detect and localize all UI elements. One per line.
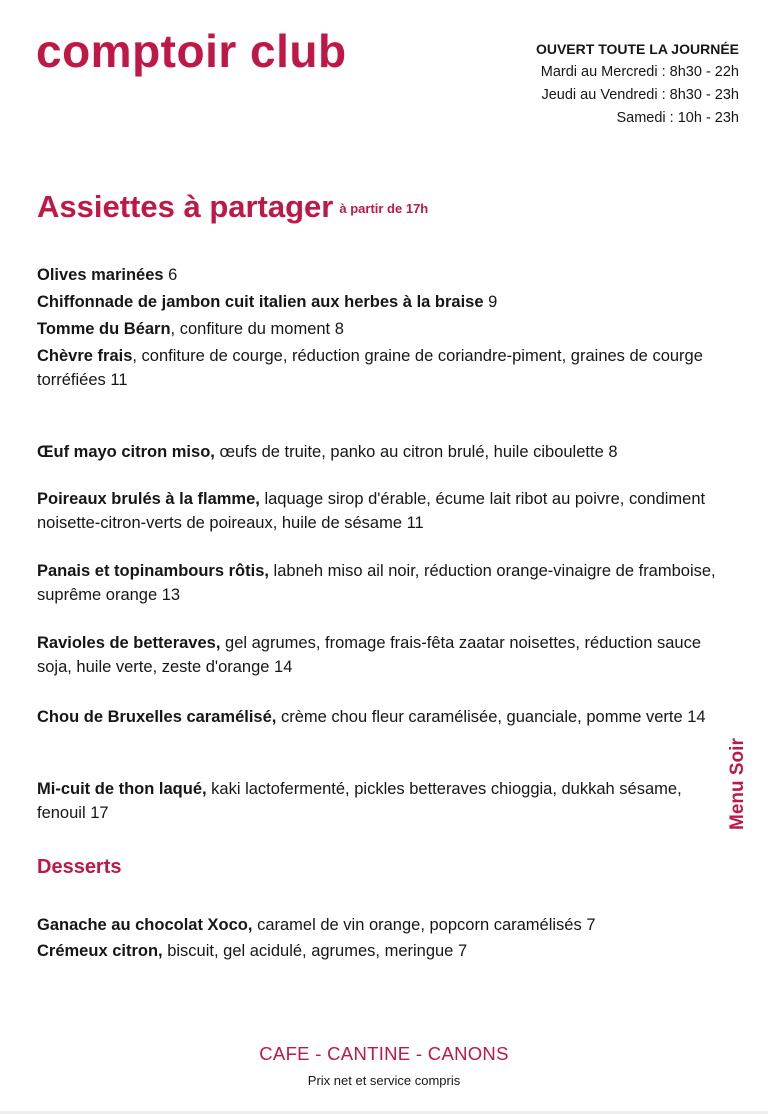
menu-item	[37, 631, 737, 679]
hours-line-1: Mardi au Mercredi : 8h30 - 22h	[540, 64, 739, 80]
menu-item	[37, 344, 737, 392]
footer-tagline: CAFE - CANTINE - CANONS	[259, 1043, 509, 1064]
menu-item-name: Olives marinées	[37, 266, 164, 284]
hours-line-3: Samedi : 10h - 23h	[616, 110, 739, 126]
menu-item-desc: kaki lactofermenté, pickles betteraves chioggia, dukkah sésame, fenouil 17	[37, 780, 682, 822]
menu-item-desc: crème chou fleur caramélisée, guanciale, pomme verte 14	[276, 708, 706, 726]
menu-item	[37, 559, 737, 607]
menu-item-name: Œuf mayo citron miso,	[37, 443, 215, 461]
dessert-item-name: Ganache au chocolat Xoco,	[37, 916, 253, 934]
menu-item-name: Ravioles de betteraves,	[37, 634, 221, 652]
brand-logo: comptoir club	[36, 25, 347, 77]
menu-item-name: Poireaux brulés à la flamme,	[37, 490, 260, 508]
section-note: à partir de 17h	[339, 201, 429, 217]
dessert-item	[37, 939, 737, 963]
menu-item-name: Chiffonnade de jambon cuit italien aux herbes à la braise	[37, 293, 484, 311]
menu-item	[37, 290, 737, 314]
hours-line-2: Jeudi au Vendredi : 8h30 - 23h	[541, 87, 739, 103]
menu-item-desc: , confiture de courge, réduction graine de coriandre-piment, graines de courge torréfiées 11	[37, 347, 703, 389]
menu-item-desc: laquage sirop d'érable, écume lait ribot au poivre, condiment noisette-citron-verts de poireaux, huile de sésame 11	[37, 490, 706, 532]
menu-soir-label: Menu Soir	[727, 738, 748, 830]
menu-item	[37, 440, 737, 464]
desserts-title: Desserts	[37, 856, 122, 878]
section-title-text: Assiettes à partager	[37, 189, 334, 224]
opening-hours	[536, 38, 739, 130]
menu-item	[37, 777, 727, 825]
menu-item	[37, 317, 737, 341]
menu-item-name: Panais et topinambours rôtis,	[37, 562, 269, 580]
dessert-item	[37, 913, 737, 937]
dessert-item-name: Crémeux citron,	[37, 942, 163, 960]
menu-item	[37, 487, 737, 535]
section-title	[37, 188, 428, 225]
menu-item-desc: gel agrumes, fromage frais-fêta zaatar noisettes, réduction sauce soja, huile verte, zeste d'orange 14	[37, 634, 702, 676]
menu-item-desc: 6	[163, 266, 178, 284]
menu-item-name: Chèvre frais	[37, 347, 133, 365]
menu-item	[37, 705, 727, 729]
dessert-item-desc: biscuit, gel acidulé, agrumes, meringue 7	[162, 942, 468, 960]
menu-item-desc: 9	[483, 293, 498, 311]
menu-item-name: Tomme du Béarn	[37, 320, 171, 338]
dessert-item-desc: caramel de vin orange, popcorn caramélisés 7	[252, 916, 596, 934]
menu-item-name: Mi-cuit de thon laqué,	[37, 780, 207, 798]
menu-item	[37, 263, 737, 287]
menu-item-name: Chou de Bruxelles caramélisé,	[37, 708, 277, 726]
menu-item-desc: labneh miso ail noir, réduction orange-vinaigre de framboise, suprême orange 13	[37, 562, 716, 604]
hours-title: OUVERT TOUTE LA JOURNÉE	[535, 41, 739, 57]
menu-item-desc: œufs de truite, panko au citron brulé, huile ciboulette 8	[214, 443, 618, 461]
footer-note: Prix net et service compris	[307, 1073, 461, 1088]
menu-item-desc: , confiture du moment 8	[170, 320, 344, 338]
